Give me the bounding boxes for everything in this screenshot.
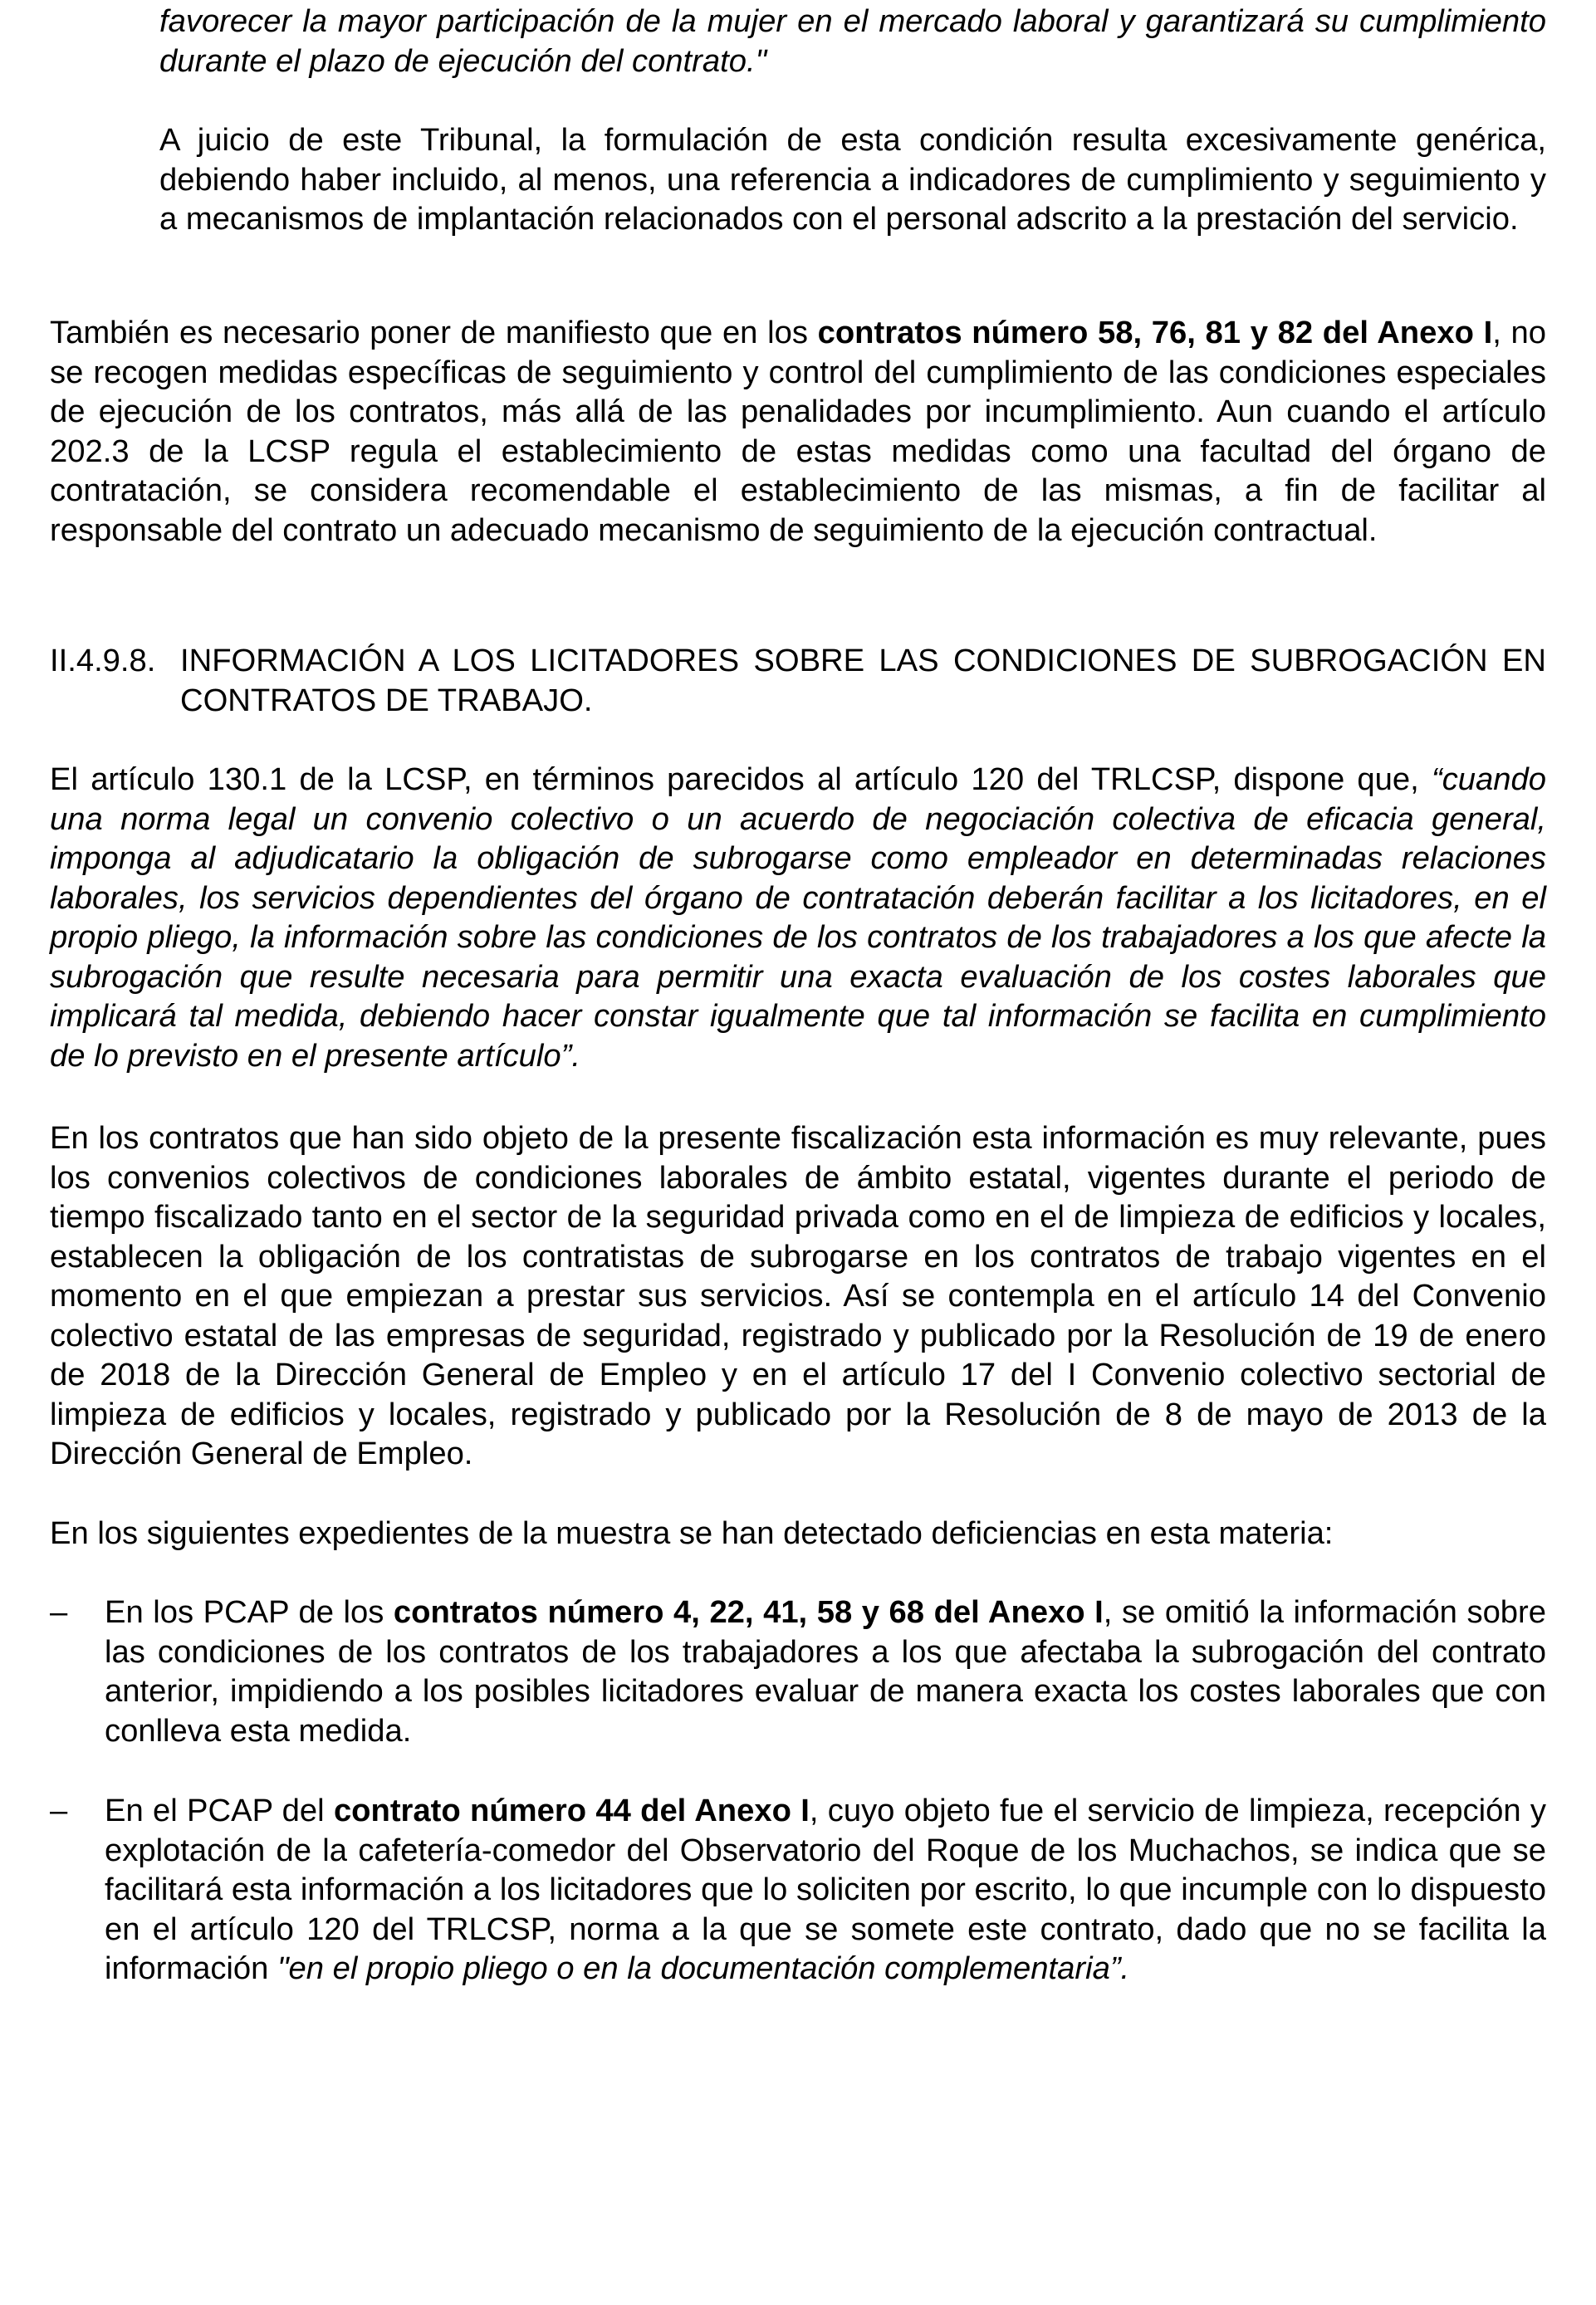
bullet-text-post: , se omitió la información sobre las condiciones de los contratos de los trabajadores a los que afectaba la subrogación del contrato anterior, impidiendo a los posibles licitadores evaluar de manera exacta los costes laborales que con conlleva esta medida. <box>105 1594 1547 1749</box>
bullet-text <box>105 1593 1546 1750</box>
tambien-text-pre: También es necesario poner de manifiesto que en los <box>50 315 818 350</box>
siguientes-paragraph: En los siguientes expedientes de la muestra se han detectado deficiencias en esta materia: <box>50 1515 1334 1551</box>
top-quote-paragraph: favorecer la mayor participación de la mujer en el mercado laboral y garantizará su cumplimiento durante el plazo de ejecución del contrato." <box>159 3 1546 79</box>
articulo-paragraph <box>50 760 1546 1075</box>
tambien-paragraph <box>50 313 1546 550</box>
contratos-paragraph: En los contratos que han sido objeto de la presente fiscalización esta información es muy relevante, pues los convenios colectivos de condiciones laborales de ámbito estatal, vigentes durante el periodo de tiempo fiscalizado tanto en el sector de la seguridad privada como en el de limpieza de edificios y locales, establecen la obligación de los contratistas de subrogarse en los contratos de trabajo vigentes en el momento en el que empiezan a prestar sus servicios. Así se contempla en el artículo 14 del Convenio colectivo estatal de las empresas de seguridad, registrado y publicado por la Resolución de 19 de enero de 2018 de la Dirección General de Empleo y en el artículo 17 del I Convenio colectivo sectorial de limpieza de edificios y locales, registrado y publicado por la Resolución de 8 de mayo de 2013 de la Dirección General de Empleo. <box>50 1120 1546 1471</box>
section-heading <box>50 641 1546 720</box>
bullet-item <box>50 1791 1546 1989</box>
bullet-text-post: , cuyo objeto fue el servicio de limpieza, recepción y explotación de la cafetería-comedor del Observatorio del Roque de los Muchachos, se indica que se facilitará esta información a los licitadores que lo soliciten por escrito, lo que incumple con lo dispuesto en el artículo 120 del TRLCSP, norma a la que se somete este contrato, dado que no se facilita la información <box>105 1793 1546 1986</box>
bullet-dash: – <box>50 1594 68 1630</box>
bullet-contracts-bold: contratos número 4, 22, 41, 58 y 68 del Anexo I <box>393 1594 1104 1630</box>
tribunal-paragraph: A juicio de este Tribunal, la formulación de esta condición resulta excesivamente genérica, debiendo haber incluido, al menos, una referencia a indicadores de cumplimiento y seguimiento y a mecanismos de implantación relacionados con el personal adscrito a la prestación del servicio. <box>159 122 1546 237</box>
bullet-text <box>105 1791 1546 1989</box>
bullet-dash: – <box>50 1793 68 1828</box>
bullet-item <box>50 1593 1546 1750</box>
bullet-contracts-bold: contrato número 44 del Anexo I <box>333 1793 810 1828</box>
section-number: II.4.9.8. <box>50 643 156 678</box>
bullet-text-pre: En el PCAP del <box>105 1793 334 1828</box>
articulo-text-pre: El artículo 130.1 de la LCSP, en términos parecidos al artículo 120 del TRLCSP, dispone que, <box>50 761 1432 797</box>
bullet-quote-italic: "en el propio pliego o en la documentación complementaria”. <box>277 1950 1130 1986</box>
tambien-text-post: , no se recogen medidas específicas de seguimiento y control del cumplimiento de las condiciones especiales de ejecución de los contratos, más allá de las penalidades por incumplimiento. Aun cuando el artículo 202.3 de la LCSP regula el establecimiento de estas medidas como una facultad del órgano de contratación, se considera recomendable el establecimiento de las mismas, a fin de facilitar al responsable del contrato un adecuado mecanismo de seguimiento de la ejecución contractual. <box>50 315 1547 548</box>
section-title: INFORMACIÓN A LOS LICITADORES SOBRE LAS CONDICIONES DE SUBROGACIÓN EN CONTRATOS DE TRABAJO. <box>180 643 1546 718</box>
bullet-text-pre: En los PCAP de los <box>105 1594 394 1630</box>
tambien-contracts-bold: contratos número 58, 76, 81 y 82 del Anexo I <box>817 315 1493 350</box>
articulo-quote: “cuando una norma legal un convenio colectivo o un acuerdo de negociación colectiva de eficacia general, imponga al adjudicatario la obligación de subrogarse como empleador en determinadas relaciones laborales, los servicios dependientes del órgano de contratación deberán facilitar a los licitadores, en el propio pliego, la información sobre las condiciones de los contratos de los trabajadores a los que afecte la subrogación que resulte necesaria para permitir una exacta evaluación de los costes laborales que implicará tal medida, debiendo hacer constar igualmente que tal información se facilita en cumplimiento de lo previsto en el presente artículo”. <box>50 761 1546 1074</box>
